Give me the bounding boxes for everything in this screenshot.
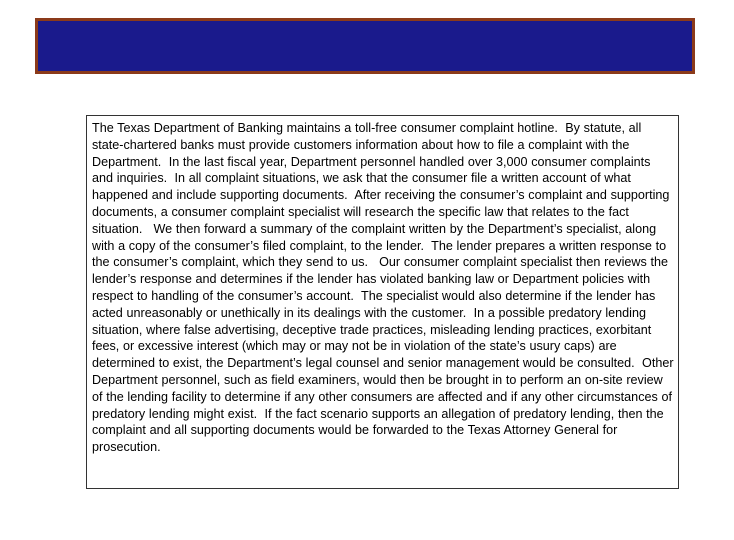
body-text-box xyxy=(86,115,679,489)
body-paragraph: The Texas Department of Banking maintains a toll-free consumer complaint hotline. By statute, all state-chartered banks must provide customers information about how to file a complaint with the Department. In the last fiscal year, Department personnel handled over 3,000 consumer complaints and inquiries. In all complaint situations, we ask that the consumer file a written account of what happened and include supporting documents. After receiving the consumer’s complaint and supporting documents, a consumer complaint specialist will research the specific law that relates to the fact situation. We then forward a summary of the complaint written by the Department’s specialist, along with a copy of the consumer’s filed complaint, to the lender. The lender prepares a written response to the consumer’s complaint, which they send to us. Our consumer complaint specialist then reviews the lender’s response and determines if the lender has violated banking law or Department policies with respect to handling of the consumer’s account. The specialist would also determine if the lender has acted unreasonably or unethically in its dealings with the customer. In a possible predatory lending situation, where false advertising, deceptive trade practices, misleading lending practices, exorbitant fees, or excessive interest (which may or may not be in violation of the state’s usury caps) are determined to exist, the Department’s legal counsel and senior management would be consulted. Other Department personnel, such as field examiners, would then be brought in to perform an on-site review of the lending facility to determine if any other consumers are affected and if any other circumstances of predatory lending might exist. If the fact scenario supports an allegation of predatory lending, then the complaint and all supporting documents would be forwarded to the Texas Attorney General for prosecution. xyxy=(92,121,678,455)
title-bar xyxy=(35,18,695,74)
